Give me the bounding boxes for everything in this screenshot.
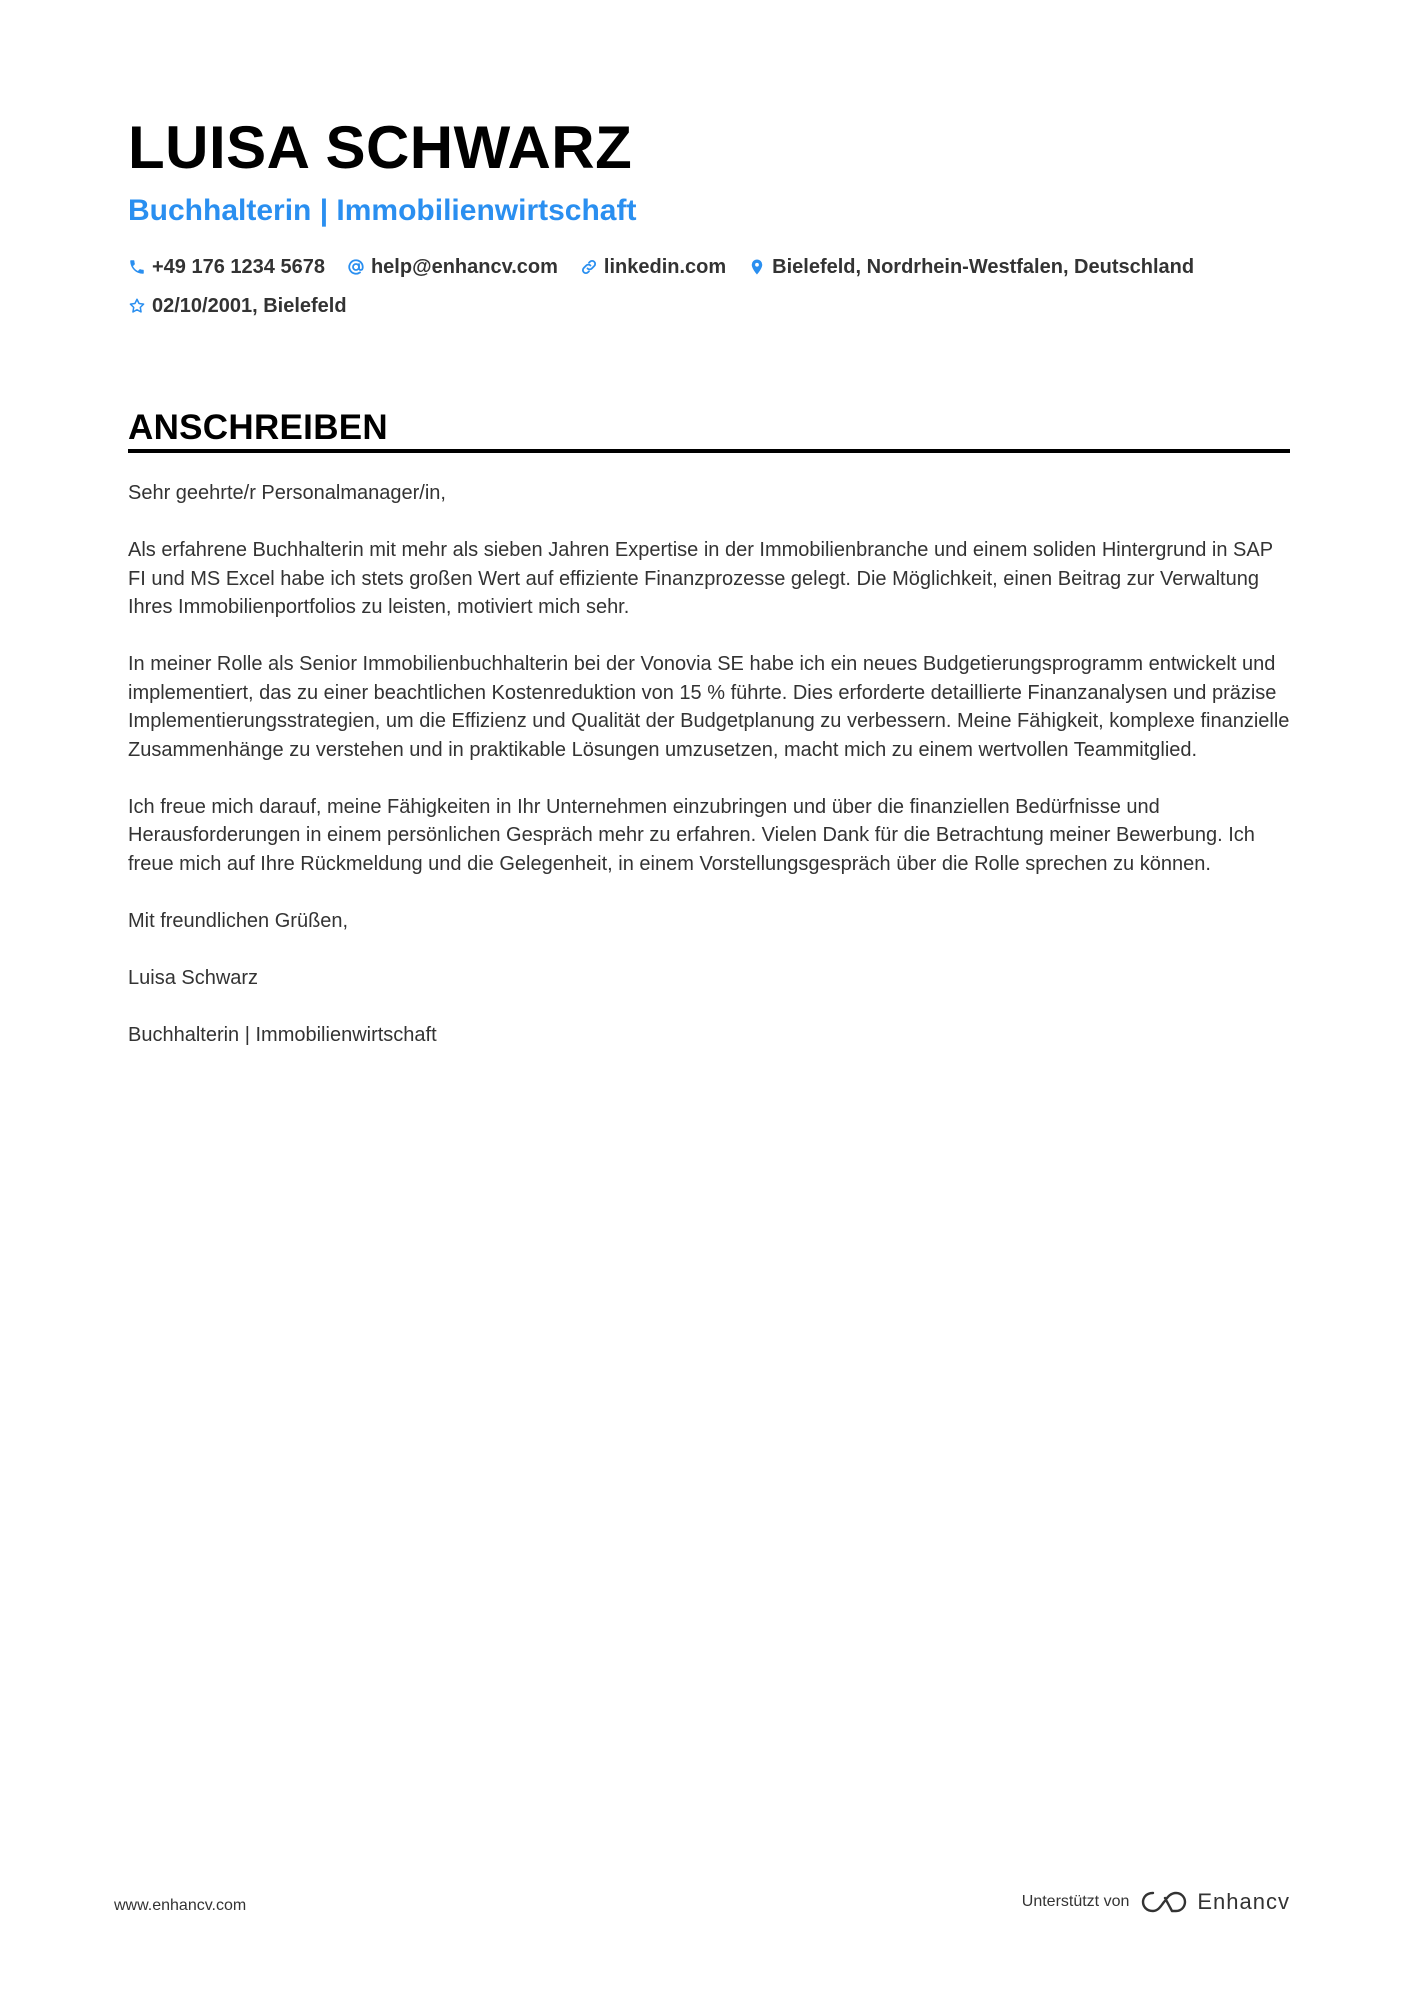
signature-title: Buchhalterin | Immobilienwirtschaft — [128, 1023, 437, 1046]
letter-paragraph: Als erfahrene Buchhalterin mit mehr als sieben Jahren Expertise in der Immobilienbranche und einem soliden Hintergrund in SAP FI und MS Excel habe ich stets großen Wert auf effiziente Finanzprozesse gelegt. Die Möglichkeit, einen Beitrag zur Verwaltung Ihres Immobilienportfolios zu leisten, motiviert mich sehr. — [128, 539, 1273, 618]
phone-icon — [128, 258, 146, 276]
letter-paragraph: Ich freue mich darauf, meine Fähigkeiten in Ihr Unternehmen einzubringen und über die finanziellen Bedürfnisse und Herausforderungen in einem persönlichen Gespräch mehr zu erfahren. Vielen Dank für die Betrachtung meiner Bewerbung. Ich freue mich auf Ihre Rückmeldung und die Gelegenheit, in einem Vorstellungsgespräch über die Rolle sprechen zu können. — [128, 795, 1255, 875]
contact-linkedin[interactable] — [580, 253, 726, 281]
letter-greeting: Sehr geehrte/r Personalmanager/in, — [128, 482, 446, 504]
powered-by-label: Unterstützt von — [1021, 1893, 1130, 1910]
at-icon — [347, 258, 365, 276]
birth-text: 02/10/2001, Bielefeld — [152, 295, 347, 317]
candidate-title: Buchhalterin | Immobilienwirtschaft — [128, 194, 637, 227]
section-title: ANSCHREIBEN — [128, 408, 388, 447]
location-pin-icon — [748, 258, 766, 276]
footer-website[interactable]: www.enhancv.com — [114, 1897, 247, 1914]
contact-row — [128, 253, 1216, 281]
letter-body — [128, 479, 1290, 1078]
star-icon — [128, 297, 146, 315]
phone-text: +49 176 1234 5678 — [152, 256, 325, 278]
section-divider — [128, 449, 1290, 453]
contact-row-secondary — [128, 292, 369, 320]
candidate-name: LUISA SCHWARZ — [128, 114, 633, 181]
enhancv-brand-text: Enhancv — [1197, 1889, 1290, 1914]
contact-email[interactable] — [347, 253, 558, 281]
email-link[interactable]: help@enhancv.com — [370, 256, 558, 278]
contact-phone — [128, 253, 325, 281]
letter-closing: Mit freundlichen Grüßen, — [128, 909, 349, 932]
enhancv-logo-icon — [1141, 1889, 1187, 1915]
contact-birth — [128, 292, 347, 320]
letter-paragraph: In meiner Rolle als Senior Immobilienbuchhalterin bei der Vonovia SE habe ich ein neues Budgetierungsprogramm entwickelt und implementiert, das zu einer beachtlichen Kostenreduktion von 15 % führte. Dies erforderte detaillierte Finanzanalysen und präzise Implementierungsstrategien, um die Effizienz und Qualität der Budgetplanung zu verbessern. Meine Fähigkeit, komplexe finanzielle Zusammenhänge zu verstehen und in praktikable Lösungen umzusetzen, macht mich zu einem wertvollen Teammitglied. — [128, 653, 1290, 761]
footer-branding — [1022, 1889, 1290, 1915]
contact-location — [748, 253, 1194, 281]
link-icon — [580, 258, 598, 276]
signature-name: Luisa Schwarz — [128, 966, 259, 989]
location-text: Bielefeld, Nordrhein-Westfalen, Deutschland — [772, 256, 1195, 278]
linkedin-link[interactable]: linkedin.com — [603, 256, 727, 278]
